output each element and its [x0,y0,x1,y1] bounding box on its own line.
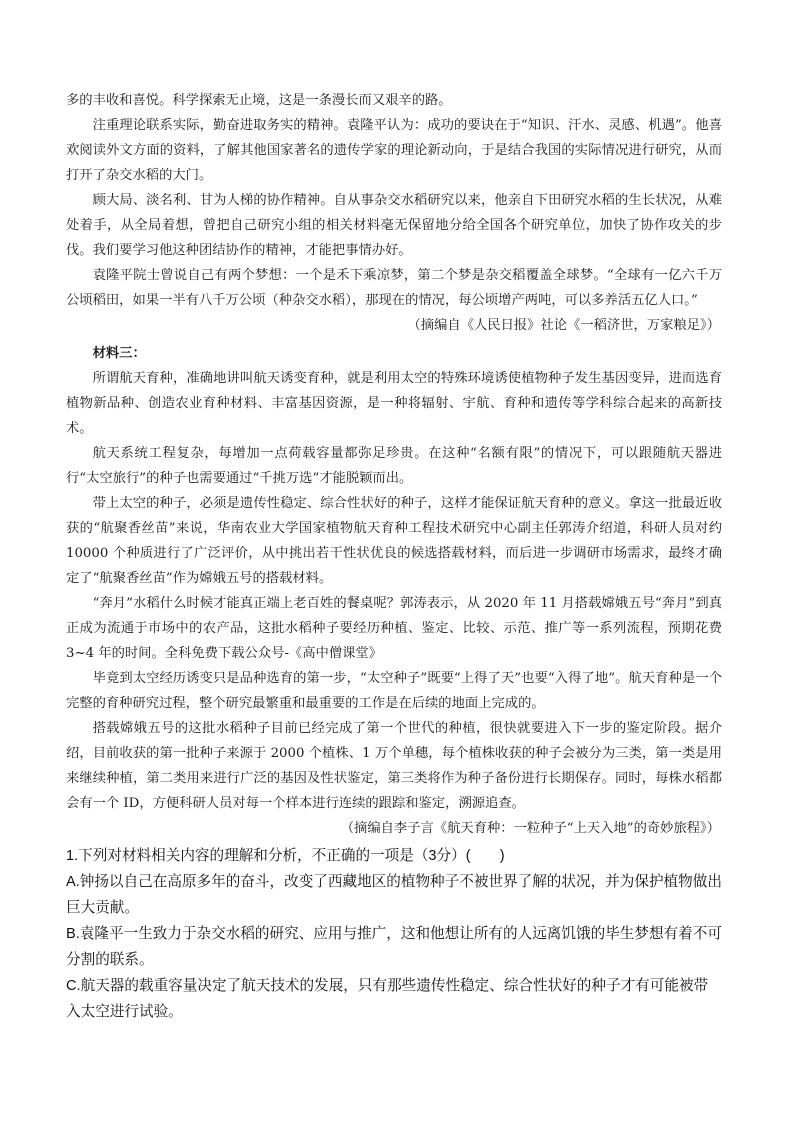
question-block [66,843,722,1025]
paragraph-space-breeding-definition: 所谓航天育种，准确地讲叫航天诱变育种，就是利用太空的特殊环境诱使植物种子发生基因变异，进而选育植物新品种、创造农业育种材料、丰富基因资源，是一种将辐射、宇航、育种和遗传等学科综合起来的高新技术。 [66,371,722,436]
question-stem: 1.下列对材料相关内容的理解和分析，不正确的一项是（3分）( ) [66,848,505,864]
source-citation-2: （摘编自李子言《航天育种：一粒种子“上天入地”的奇妙旅程》） [340,821,720,836]
paragraph-cooperation-spirit: 顾大局、淡名利、甘为人梯的协作精神。自从事杂交水稻研究以来，他亲自下田研究水稻的生长状况，从难处着手，从全局着想，曾把自己研究小组的相关材料毫无保留地分给全国各个研究单位，加快了协作攻关的步伐。我们要学习他这种团结协作的精神，才能把事情办好。 [66,193,722,258]
paragraph-to-table: “奔月”水稻什么时候才能真正端上老百姓的餐桌呢？郭涛表示，从 2020 年 11 月搭载嫦娥五号“奔月”到真正成为流通于市场中的农产品，这批水稻种子要经历种植、鉴定、比较、示范、推广等一系列流程，预期花费 3~4 年的时间。全科免费下载公众号-《高中僧课堂》 [66,596,722,661]
option-a: A.钟扬以自己在高原多年的奋斗，改变了西藏地区的植物种子不被世界了解的状况，并为保护植物做出巨大贡献。 [66,874,722,916]
option-b: B.袁隆平一生致力于杂交水稻的研究、应用与推广，这和他想让所有的人远离饥饿的毕生梦想有着不可分割的联系。 [66,926,722,968]
material-3-heading: 材料三： [92,346,146,361]
option-c: C.航天器的载重容量决定了航天技术的发展，只有那些遗传性稳定、综合性状好的种子才有可能被带入太空进行试验。 [66,978,709,1020]
source-citation-1: （摘编自《人民日报》社论《一稻济世，万家粮足》） [407,318,720,333]
paragraph-payload-limited: 航天系统工程复杂，每增加一点荷载容量都弥足珍贵。在这种“名额有限”的情况下，可以跟随航天器进行“太空旅行”的种子也需要通过“千挑万选”才能脱颖而出。 [66,446,722,486]
paragraph-practice-spirit: 注重理论联系实际，勤奋进取务实的精神。袁隆平认为：成功的要诀在于“知识、汗水、灵感、机遇”。他喜欢阅读外文方面的资料，了解其他国家著名的遗传学家的理论新动向，于是结合我国的实际情况进行研究，从而打开了杂交水稻的大门。 [66,118,722,183]
paragraph-generation-planting: 搭载嫦娥五号的这批水稻种子目前已经完成了第一个世代的种植，很快就要进入下一步的鉴定阶段。据介绍，目前收获的第一批种子来源于 2000 个植株、1 万个单穗，每个植株收获的种子会被分为三类，第一类是用来继续种植，第二类用来进行广泛的基因及性状鉴定，第三类将作为种子备份进行长期保存。同时，每株水稻都会有一个 ID，方便科研人员对每一个样本进行连续的跟踪和鉴定，溯源追查。 [66,721,722,811]
paragraph-first-step: 毕竟到太空经历诱变只是品种选育的第一步，“太空种子”既要“上得了天”也要“入得了地”。航天育种是一个完整的育种研究过程，整个研究最繁重和最重要的工作是在后续的地面上完成的。 [66,671,722,711]
paragraph-continued: 多的丰收和喜悦。科学探索无止境，这是一条漫长而又艰辛的路。 [66,93,452,108]
article-body [66,88,722,841]
paragraph-two-dreams: 袁隆平院士曾说自己有两个梦想：一个是禾下乘凉梦，第二个梦是杂交稻覆盖全球梦。“全球有一亿六千万公顷稻田，如果一半有八千万公顷（种杂交水稻），那现在的情况，每公顷增产两吨，可以多养活五亿人口。” [66,268,722,308]
paragraph-seed-selection: 带上太空的种子，必须是遗传性稳定、综合性状好的种子，这样才能保证航天育种的意义。拿这一批最近收获的“航聚香丝苗”来说，华南农业大学国家植物航天育种工程技术研究中心副主任郭涛介绍道，科研人员对约 10000 个种质进行了广泛评价，从中挑出若干性状优良的候选搭载材料，而后进一步调研市场需求，最终才确定了“航聚香丝苗”作为嫦娥五号的搭载材料。 [66,496,722,586]
